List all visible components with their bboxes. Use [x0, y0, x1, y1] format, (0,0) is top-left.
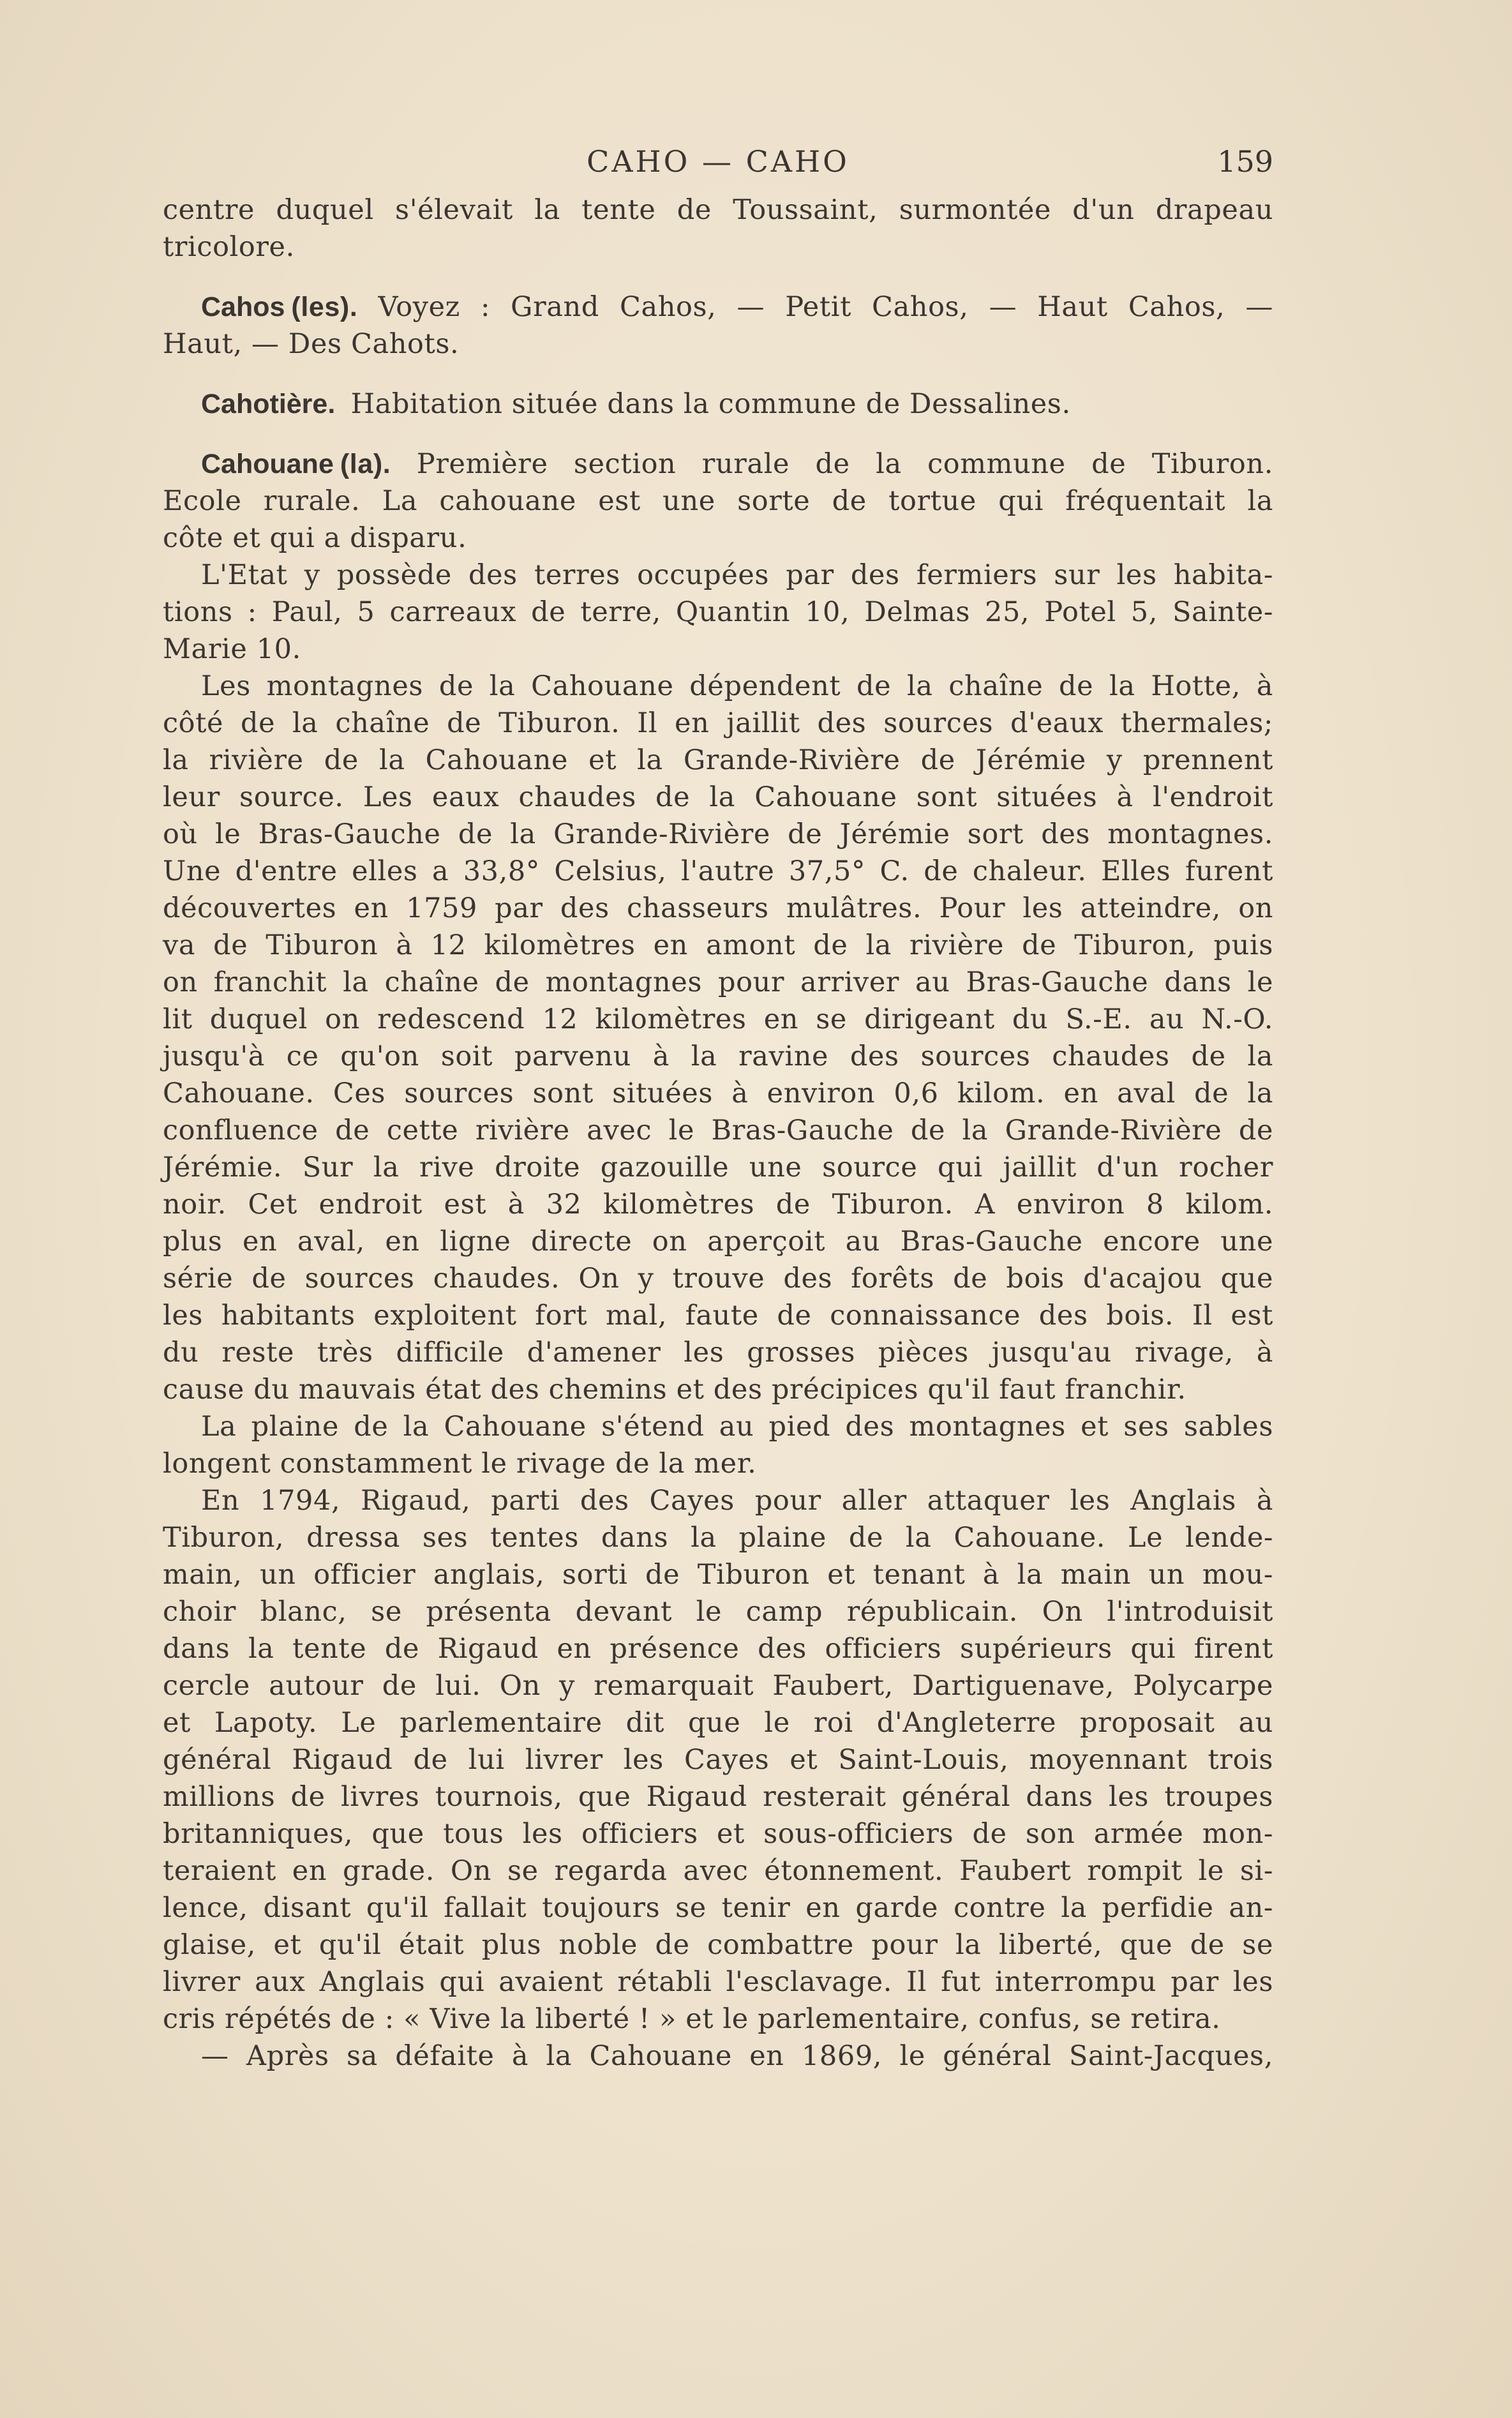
- entry-cahotiere: [163, 386, 1273, 423]
- text-line: teraient en grade. On se regarda avec étonnement. Faubert rompit le si-: [163, 1855, 1273, 1887]
- text-line: En 1794, Rigaud, parti des Cayes pour aller attaquer les Anglais à: [201, 1485, 1273, 1517]
- text-line: va de Tiburon à 12 kilomètres en amont de la rivière de Tiburon, puis: [163, 929, 1273, 961]
- text-line: côté de la chaîne de Tiburon. Il en jaillit des sources d'eaux thermales;: [163, 707, 1273, 739]
- entry-cahos: [163, 289, 1273, 326]
- text-line: lence, disant qu'il fallait toujours se tenir en garde contre la perfidie an-: [163, 1892, 1273, 1924]
- text-line: du reste très difficile d'amener les grosses pièces jusqu'au rivage, à: [163, 1337, 1273, 1369]
- text-line: britanniques, que tous les officiers et sous-officiers de son armée mon-: [163, 1818, 1273, 1850]
- text-line: tions : Paul, 5 carreaux de terre, Quantin 10, Delmas 25, Potel 5, Sainte-: [163, 596, 1273, 628]
- dictionary-text: [163, 191, 1273, 2075]
- text-line: tricolore.: [163, 231, 295, 263]
- entry-headword-qualifier: (la).: [340, 449, 391, 479]
- text-line: où le Bras-Gauche de la Grande-Rivière de Jérémie sort des montagnes.: [163, 818, 1273, 850]
- text-line: Ecole rurale. La cahouane est une sorte de tortue qui fréquentait la: [163, 485, 1273, 517]
- text-line: Cahouane. Ces sources sont situées à environ 0,6 kilom. en aval de la: [163, 1078, 1273, 1109]
- text-line: plus en aval, en ligne directe on aperçoit au Bras-Gauche encore une: [163, 1226, 1273, 1258]
- entry-headword: Cahouane: [201, 449, 334, 479]
- text-line: — Après sa défaite à la Cahouane en 1869, le général Saint-Jacques,: [201, 2040, 1273, 2072]
- page-number: 159: [1217, 144, 1273, 179]
- text-line: millions de livres tournois, que Rigaud resterait général dans les troupes: [163, 1781, 1273, 1813]
- entry-headword-qualifier: (les).: [291, 292, 358, 322]
- text-line: Les montagnes de la Cahouane dépendent de la chaîne de la Hotte, à: [201, 670, 1273, 702]
- text-line: Marie 10.: [163, 633, 301, 665]
- text-line: La plaine de la Cahouane s'étend au pied des montagnes et ses sables: [201, 1411, 1273, 1443]
- text-line: la rivière de la Cahouane et la Grande-Rivière de Jérémie y prennent: [163, 744, 1273, 776]
- text-line: Haut, — Des Cahots.: [163, 328, 460, 360]
- entry-text: Habitation située dans la commune de Dessalines.: [350, 388, 1071, 420]
- running-head: [163, 139, 1273, 184]
- text-line: les habitants exploitent fort mal, faute de connaissance des bois. Il est: [163, 1300, 1273, 1332]
- text-line: on franchit la chaîne de montagnes pour arriver au Bras-Gauche dans le: [163, 966, 1273, 998]
- text-line: L'Etat y possède des terres occupées par des fermiers sur les habita-: [201, 559, 1273, 591]
- text-line: Jérémie. Sur la rive droite gazouille une source qui jaillit d'un rocher: [163, 1152, 1273, 1183]
- text-line: leur source. Les eaux chaudes de la Cahouane sont situées à l'endroit: [163, 781, 1273, 813]
- text-line: Une d'entre elles a 33,8° Celsius, l'autre 37,5° C. de chaleur. Elles furent: [163, 855, 1273, 887]
- text-line: général Rigaud de lui livrer les Cayes et Saint-Louis, moyennant trois: [163, 1744, 1273, 1776]
- entry-headword: Cahos: [201, 292, 285, 322]
- text-line: centre duquel s'élevait la tente de Toussaint, surmontée d'un drapeau: [163, 194, 1273, 226]
- entry-text: Première section rurale de la commune de Tiburon.: [416, 448, 1273, 480]
- text-line: longent constamment le rivage de la mer.: [163, 1448, 757, 1480]
- entry-headword: Cahotière.: [201, 389, 336, 419]
- text-line: cause du mauvais état des chemins et des précipices qu'il faut franchir.: [163, 1374, 1186, 1406]
- text-line: livrer aux Anglais qui avaient rétabli l'esclavage. Il fut interrompu par les: [163, 1966, 1273, 1998]
- text-line: Tiburon, dressa ses tentes dans la plaine de la Cahouane. Le lende-: [163, 1522, 1273, 1554]
- text-line: série de sources chaudes. On y trouve des forêts de bois d'acajou que: [163, 1263, 1273, 1295]
- text-line: glaise, et qu'il était plus noble de combattre pour la liberté, que de se: [163, 1929, 1273, 1961]
- text-line: et Lapoty. Le parlementaire dit que le roi d'Angleterre proposait au: [163, 1707, 1273, 1739]
- text-line: découvertes en 1759 par des chasseurs mulâtres. Pour les atteindre, on: [163, 892, 1273, 924]
- text-line: confluence de cette rivière avec le Bras-Gauche de la Grande-Rivière de: [163, 1115, 1273, 1146]
- text-line: choir blanc, se présenta devant le camp républicain. On l'introduisit: [163, 1596, 1273, 1628]
- text-line: côte et qui a disparu.: [163, 522, 467, 554]
- text-line: jusqu'à ce qu'on soit parvenu à la ravine des sources chaudes de la: [163, 1040, 1273, 1072]
- entry-text: Voyez : Grand Cahos, — Petit Cahos, — Haut Cahos, —: [378, 291, 1273, 323]
- text-line: cercle autour de lui. On y remarquait Faubert, Dartiguenave, Polycarpe: [163, 1670, 1273, 1702]
- running-head-title: CAHO — CAHO: [587, 144, 850, 179]
- entry-cahouane: [163, 446, 1273, 483]
- text-line: noir. Cet endroit est à 32 kilomètres de Tiburon. A environ 8 kilom.: [163, 1189, 1273, 1220]
- text-line: cris répétés de : « Vive la liberté ! » et le parlementaire, confus, se retira.: [163, 2003, 1221, 2035]
- text-line: dans la tente de Rigaud en présence des officiers supérieurs qui firent: [163, 1633, 1273, 1665]
- text-line: main, un officier anglais, sorti de Tiburon et tenant à la main un mou-: [163, 1559, 1273, 1591]
- text-line: lit duquel on redescend 12 kilomètres en se dirigeant du S.-E. au N.-O.: [163, 1003, 1273, 1035]
